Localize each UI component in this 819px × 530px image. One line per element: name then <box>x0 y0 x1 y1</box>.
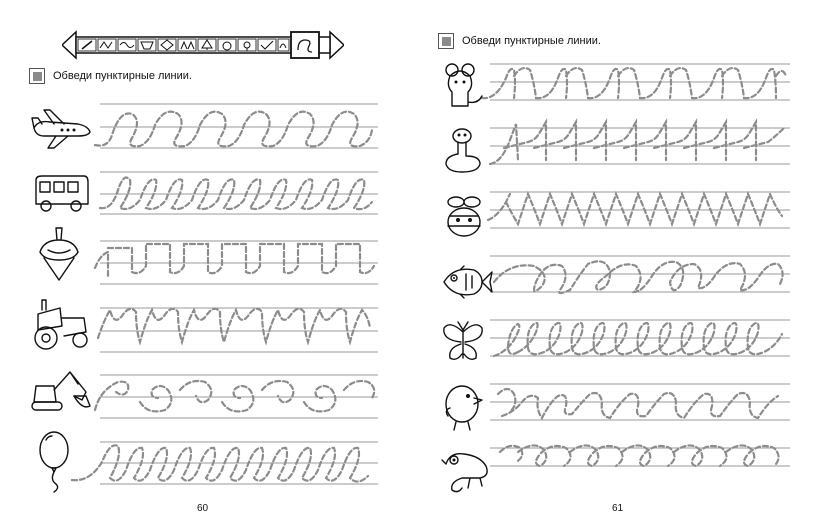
tracing-pattern-5[interactable] <box>95 381 374 411</box>
bus-icon <box>32 172 92 216</box>
tracing-pattern-2[interactable] <box>100 178 372 210</box>
checkmark-icon[interactable] <box>258 39 276 51</box>
wave-icon[interactable] <box>118 39 136 51</box>
chameleon-icon <box>440 446 494 494</box>
pencil-icon[interactable] <box>78 39 96 51</box>
tracing-pattern-7[interactable] <box>482 68 786 98</box>
bee-icon <box>440 196 488 240</box>
page-number-left: 60 <box>197 503 209 514</box>
current-page-indicator[interactable] <box>291 32 319 58</box>
excavator-icon <box>30 366 94 418</box>
guide-lines <box>100 104 378 484</box>
navigation-strip <box>62 28 344 62</box>
trapezoid-icon[interactable] <box>138 39 156 51</box>
right-page <box>410 0 819 530</box>
apple-icon[interactable] <box>218 39 236 51</box>
tracing-pattern-13[interactable] <box>500 445 779 466</box>
fish-icon <box>440 264 494 300</box>
spinning-top-icon <box>34 226 84 286</box>
snake-icon <box>440 126 484 176</box>
tracing-pattern-3[interactable] <box>95 244 374 278</box>
balloon-icon <box>36 430 76 494</box>
diamond-icon[interactable] <box>158 39 176 51</box>
mouse-icon <box>440 62 484 110</box>
chick-icon <box>440 380 484 432</box>
tracing-pattern-11[interactable] <box>494 323 782 356</box>
flower-icon[interactable] <box>238 39 256 51</box>
guide-lines <box>490 64 790 466</box>
checkbox-icon <box>29 68 45 84</box>
loop-icon[interactable] <box>278 39 289 51</box>
butterfly-icon <box>440 318 486 364</box>
airplane-icon <box>30 106 94 150</box>
zigzag-icon[interactable] <box>98 39 116 51</box>
tracing-pattern-1[interactable] <box>95 112 372 147</box>
tractor-icon <box>30 296 94 352</box>
instruction-left <box>29 68 192 84</box>
instruction-text: Обведи пунктирные линии. <box>462 35 601 47</box>
page-number-right: 61 <box>612 503 624 514</box>
triangles-icon[interactable] <box>178 39 196 51</box>
instruction-right <box>438 33 601 49</box>
left-page <box>0 0 400 530</box>
tracing-pattern-4[interactable] <box>98 309 370 342</box>
tracing-pattern-9[interactable] <box>488 194 782 224</box>
tracing-pattern-10[interactable] <box>494 261 783 293</box>
tracing-pattern-12[interactable] <box>498 389 778 418</box>
tree-icon[interactable] <box>198 39 216 51</box>
instruction-text: Обведи пунктирные линии. <box>53 70 192 82</box>
checkbox-icon <box>438 33 454 49</box>
